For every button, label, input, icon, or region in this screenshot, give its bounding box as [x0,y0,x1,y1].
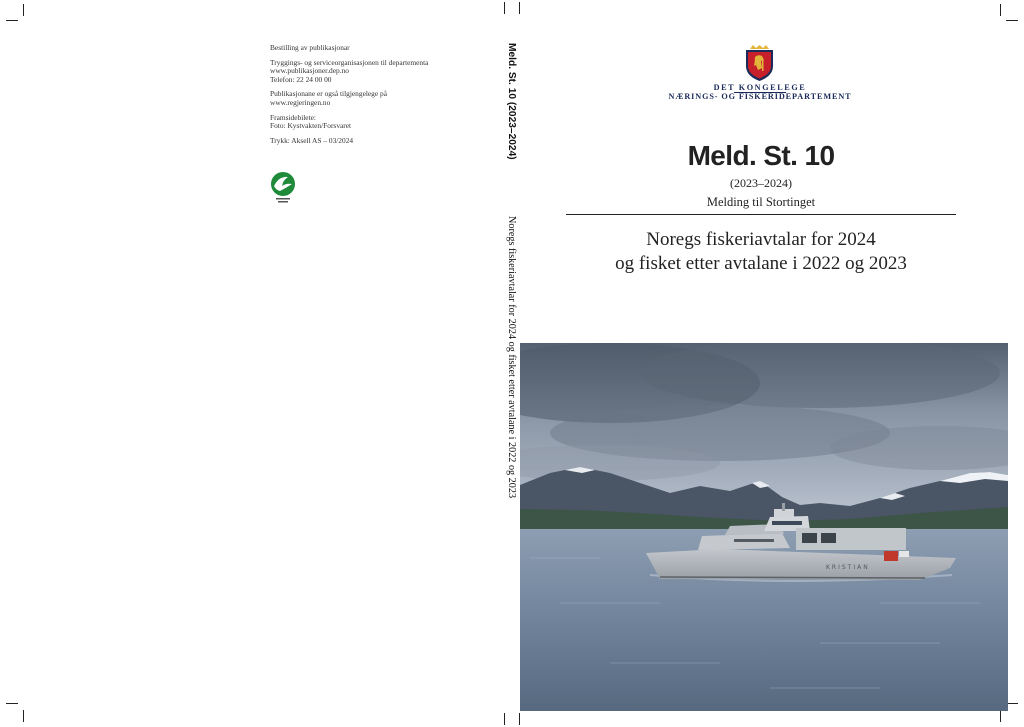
report-number: Meld. St. 10 [687,140,835,171]
spine-number: Meld. St. 10 (2023–2024) [506,43,517,160]
crop-mark [504,713,505,725]
crop-mark [23,710,24,722]
session-years: (2023–2024) [730,176,792,190]
org-line: Tryggings- og serviceorganisasjonen til departementa [270,57,429,67]
crop-mark [1000,4,1001,16]
online-url: www.regjeringen.no [270,97,331,107]
ministry-name-line2: NÆRINGS- OG FISKERIDEPARTEMENT [668,92,852,101]
spine-title: Noregs fiskeriavtalar for 2024 og fisket etter avtalane i 2022 og 2023 [506,216,517,499]
ministry-name-line1: DET KONGELEGE [713,83,807,92]
title-rule [566,214,956,215]
report-type: Melding til Stortinget [706,195,816,209]
spine [501,43,521,683]
crop-mark [519,2,520,14]
crop-mark [6,703,18,704]
org-phone: Telefon: 22 24 00 00 [270,74,332,84]
crop-mark [23,4,24,16]
org-url: www.publikasjoner.dep.no [270,66,349,76]
crop-mark [519,713,520,725]
report-title-line1: Noregs fiskeriavtalar for 2024 [646,229,876,250]
photo-credit: Foto: Kystvakten/Forsvaret [270,121,352,131]
photo-credit-heading: Framsidebilete: [270,112,316,122]
online-line: Publikasjonane er også tilgjengelege på [270,89,387,99]
nordic-swan-ecolabel-icon [270,170,298,206]
print-line: Trykk: Aksell AS – 03/2024 [270,135,354,145]
crop-mark [1000,710,1001,722]
back-cover-info [270,44,490,151]
vessel-name: KRISTIAN [826,564,870,571]
report-title [566,228,956,276]
crop-mark [504,2,505,14]
crop-mark [6,20,18,21]
cover-photo [520,343,1008,711]
report-title-line2: og fisket etter avtalane i 2022 og 2023 [615,253,907,274]
norwegian-coat-of-arms-icon [743,45,776,82]
crop-mark [1006,20,1018,21]
order-heading: Bestilling av publikasjonar [270,43,350,52]
